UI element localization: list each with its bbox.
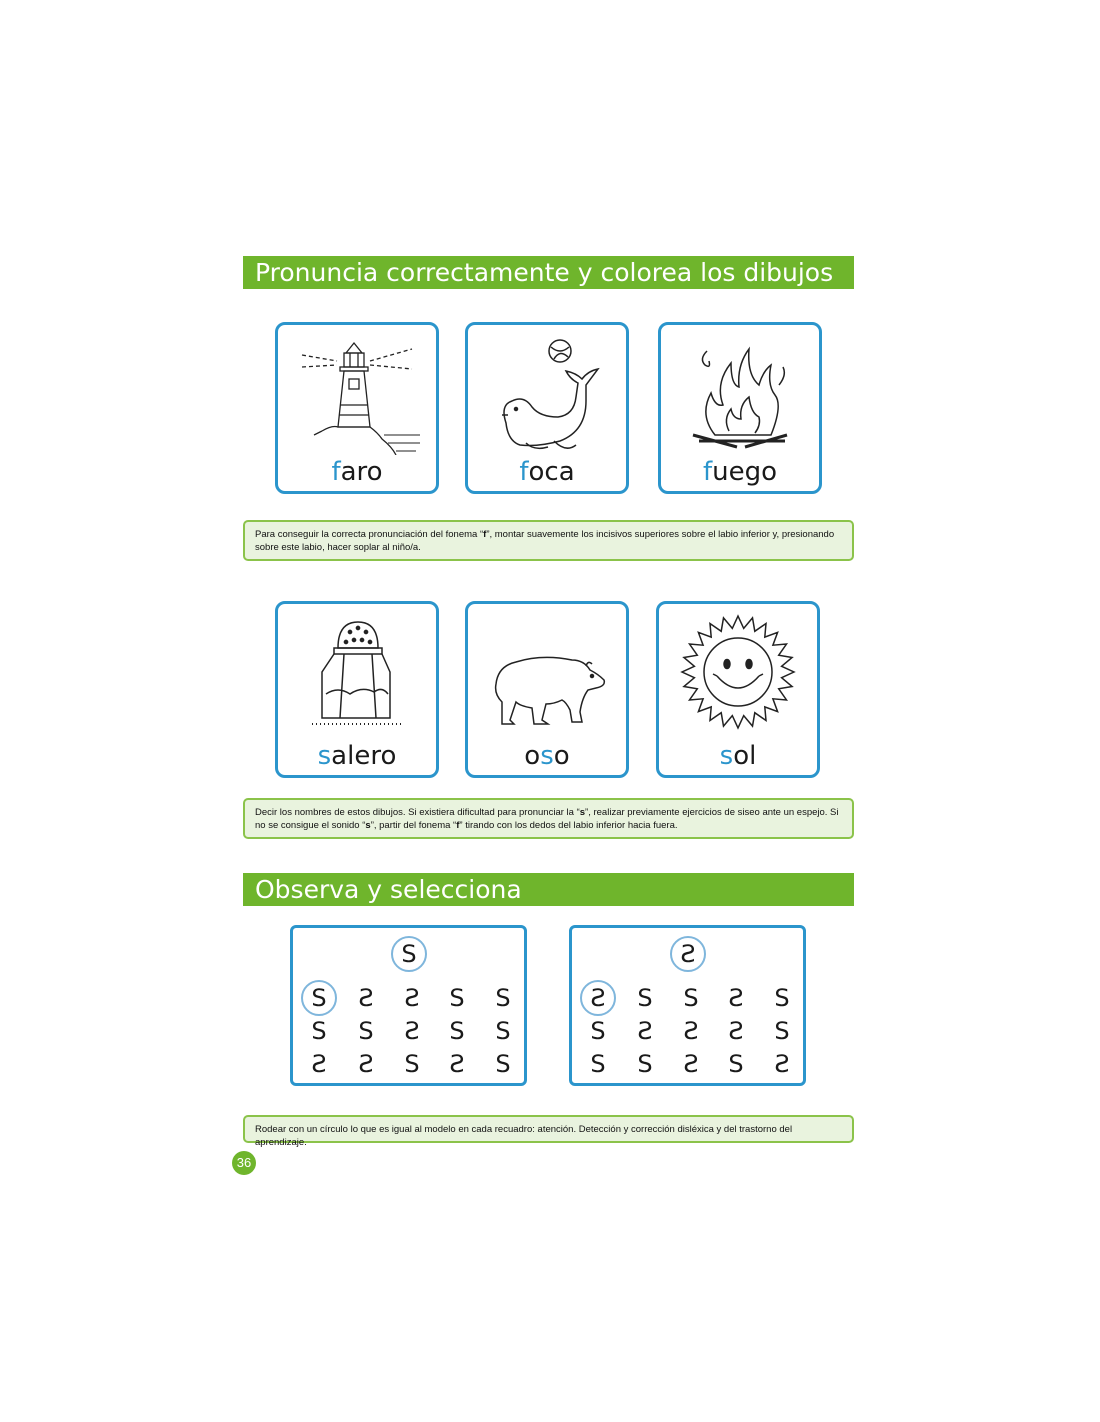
note-f-pronunciation: Para conseguir la correcta pronunciación del fonema “f”, montar suavemente los incisivos superiores sobre el labio inferior y, presionando sobre este labio, hacer soplar al niño/a. [243, 520, 854, 561]
fire-icon [675, 335, 805, 455]
letter-cell[interactable]: S [683, 1017, 699, 1045]
letter-cell[interactable]: S [590, 984, 606, 1012]
letter-cell[interactable]: S [774, 1017, 790, 1045]
section-title-observe: Observa y selecciona [243, 873, 854, 906]
letter-cell[interactable]: S [404, 1017, 420, 1045]
letter-cell[interactable]: S [590, 1017, 606, 1045]
letter-cell[interactable]: S [683, 984, 699, 1012]
word-foca: foca [519, 457, 575, 487]
letter-cell[interactable]: S [404, 1050, 420, 1078]
card-oso [465, 601, 629, 778]
letter-cell[interactable]: S [728, 1050, 744, 1078]
letter-cell[interactable]: S [358, 1050, 374, 1078]
letter-cell[interactable]: S [404, 984, 420, 1012]
letter-cell[interactable]: S [774, 1050, 790, 1078]
letter-cell[interactable]: S [728, 1017, 744, 1045]
sun-icon [673, 614, 803, 734]
letter-cell[interactable]: S [495, 1050, 511, 1078]
lighthouse-icon [292, 335, 422, 455]
model-letter: S [401, 940, 417, 968]
word-fuego: fuego [702, 457, 778, 487]
card-sol [656, 601, 820, 778]
letter-panel-2 [569, 925, 806, 1086]
letter-panel-1 [290, 925, 527, 1086]
card-faro [275, 322, 439, 494]
letter-cell[interactable]: S [495, 984, 511, 1012]
note-s-pronunciation: Decir los nombres de estos dibujos. Si existiera dificultad para pronunciar la “s”, realizar previamente ejercicios de siseo ante un espejo. Si no se consigue el sonido “s”, partir del fonema “f” tirando con los dedos del labio inferior hacia fuera. [243, 798, 854, 839]
letter-cell[interactable]: S [311, 1017, 327, 1045]
card-foca [465, 322, 629, 494]
word-oso: oso [524, 741, 570, 771]
word-sol: sol [719, 741, 757, 771]
letter-cell[interactable]: S [683, 1050, 699, 1078]
section-title-pronunciation: Pronuncia correctamente y colorea los dibujos [243, 256, 854, 289]
card-fuego [658, 322, 822, 494]
letter-cell[interactable]: S [774, 984, 790, 1012]
salt-shaker-icon [292, 614, 422, 734]
letter-cell[interactable]: S [637, 984, 653, 1012]
letter-cell[interactable]: S [358, 984, 374, 1012]
word-faro: faro [331, 457, 383, 487]
letter-cell[interactable]: S [637, 1017, 653, 1045]
letter-cell[interactable]: S [311, 984, 327, 1012]
letter-cell[interactable]: S [637, 1050, 653, 1078]
bear-icon [482, 614, 612, 734]
letter-cell[interactable]: S [449, 1050, 465, 1078]
letter-cell[interactable]: S [311, 1050, 327, 1078]
letter-cell[interactable]: S [495, 1017, 511, 1045]
word-salero: salero [317, 741, 397, 771]
seal-icon [482, 335, 612, 455]
letter-cell[interactable]: S [449, 1017, 465, 1045]
card-salero [275, 601, 439, 778]
page-number: 36 [232, 1151, 256, 1175]
letter-cell[interactable]: S [358, 1017, 374, 1045]
model-letter: S [680, 940, 696, 968]
note-instructions: Rodear con un círculo lo que es igual al modelo en cada recuadro: atención. Detección y corrección disléxica y del trastorno del aprendizaje. [243, 1115, 854, 1143]
letter-cell[interactable]: S [449, 984, 465, 1012]
letter-cell[interactable]: S [728, 984, 744, 1012]
letter-cell[interactable]: S [590, 1050, 606, 1078]
